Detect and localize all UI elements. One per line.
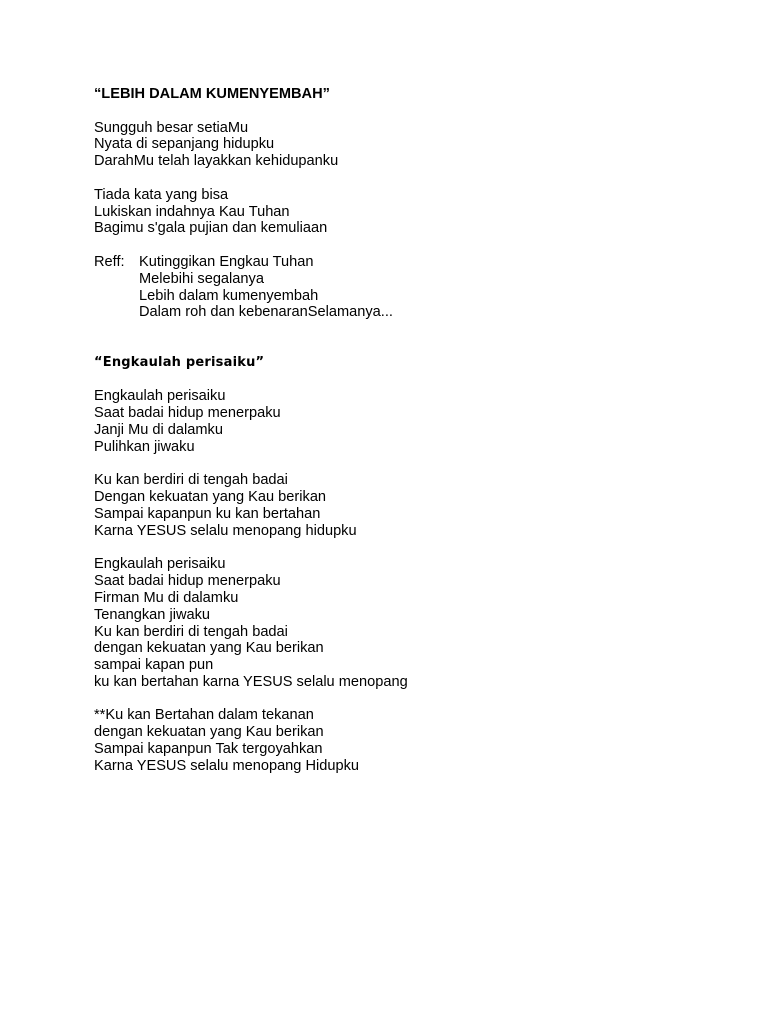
lyric-line: Engkaulah perisaiku bbox=[94, 388, 226, 405]
song2-title: “Engkaulah perisaiku” bbox=[94, 354, 265, 370]
lyric-line: DarahMu telah layakkan kehidupanku bbox=[94, 153, 339, 170]
lyric-line: Sungguh besar setiaMu bbox=[94, 119, 249, 136]
lyric-line: sampai kapan pun bbox=[94, 657, 214, 674]
lyric-line: Saat badai hidup menerpaku bbox=[94, 573, 281, 590]
lyric-line: Kutinggikan Engkau Tuhan bbox=[139, 253, 314, 270]
reff-label: Reff: bbox=[94, 253, 125, 270]
lyric-line: Dalam roh dan kebenaranSelamanya... bbox=[139, 304, 393, 321]
song1-title: “LEBIH DALAM KUMENYEMBAH” bbox=[94, 86, 330, 102]
lyric-line: **Ku kan Bertahan dalam tekanan bbox=[94, 707, 314, 724]
song2-verse1 bbox=[94, 388, 714, 455]
lyric-line: Tiada kata yang bisa bbox=[94, 186, 229, 203]
lyric-line: Saat badai hidup menerpaku bbox=[94, 405, 281, 422]
lyric-line: Melebihi segalanya bbox=[139, 270, 264, 287]
lyric-line: dengan kekuatan yang Kau berikan bbox=[94, 724, 324, 741]
lyric-line: Tenangkan jiwaku bbox=[94, 606, 211, 623]
lyric-line: Bagimu s'gala pujian dan kemuliaan bbox=[94, 220, 328, 237]
song2-verse4 bbox=[94, 707, 714, 774]
lyric-line: Lebih dalam kumenyembah bbox=[139, 287, 319, 304]
song2-verse2 bbox=[94, 472, 714, 539]
lyric-line: Lukiskan indahnya Kau Tuhan bbox=[94, 203, 290, 220]
lyric-line: Ku kan berdiri di tengah badai bbox=[94, 623, 288, 640]
lyric-line: Sampai kapanpun Tak tergoyahkan bbox=[94, 741, 323, 758]
lyric-line: Engkaulah perisaiku bbox=[94, 556, 226, 573]
lyric-line: dengan kekuatan yang Kau berikan bbox=[94, 640, 324, 657]
lyric-line: Janji Mu di dalamku bbox=[94, 421, 223, 438]
song2-verse3 bbox=[94, 556, 714, 690]
lyric-line: Pulihkan jiwaku bbox=[94, 438, 195, 455]
song1-reff bbox=[94, 254, 714, 321]
lyric-line: Sampai kapanpun ku kan bertahan bbox=[94, 505, 321, 522]
lyric-line: Nyata di sepanjang hidupku bbox=[94, 136, 275, 153]
song1-verse1 bbox=[94, 120, 714, 170]
song1-verse2 bbox=[94, 187, 714, 237]
lyric-line: ku kan bertahan karna YESUS selalu menopang bbox=[94, 673, 408, 690]
lyric-line: Ku kan berdiri di tengah badai bbox=[94, 472, 288, 489]
lyric-line: Dengan kekuatan yang Kau berikan bbox=[94, 489, 327, 506]
lyric-line: Firman Mu di dalamku bbox=[94, 589, 239, 606]
lyric-line: Karna YESUS selalu menopang hidupku bbox=[94, 522, 357, 539]
lyrics-document bbox=[94, 86, 714, 775]
lyric-line: Karna YESUS selalu menopang Hidupku bbox=[94, 757, 360, 774]
